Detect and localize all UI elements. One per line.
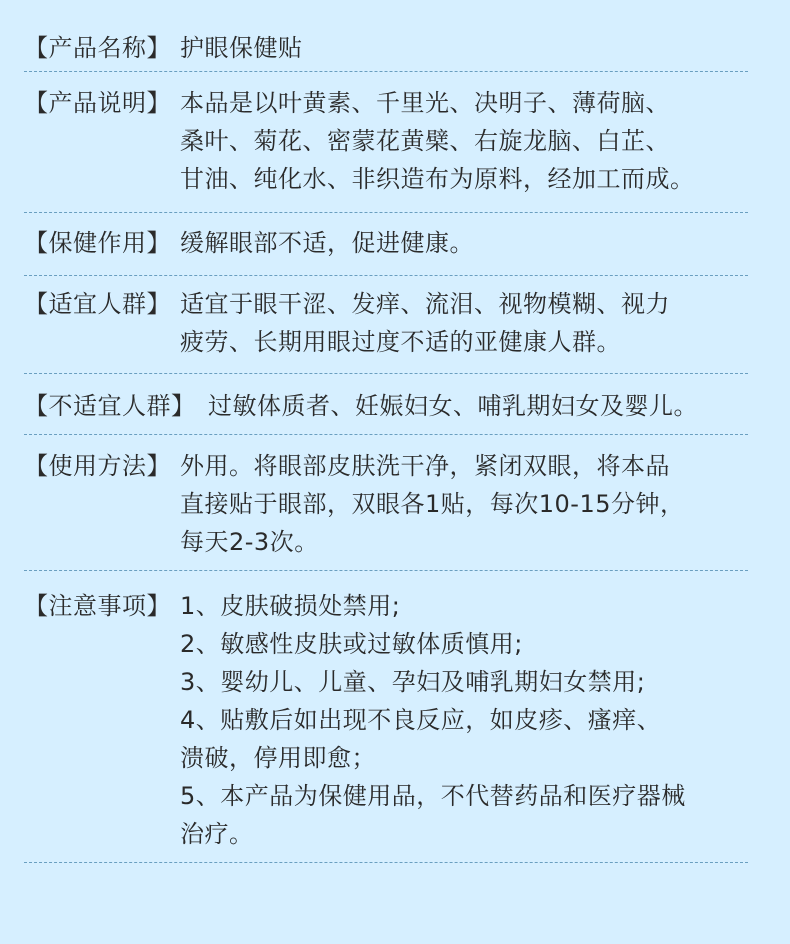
content-line: 4、贴敷后如出现不良反应，如皮疹、瘙痒、 (180, 706, 662, 734)
content-line: 1、皮肤破损处禁用; (180, 592, 401, 620)
content-line: 外用。将眼部皮肤洗干净，紧闭双眼，将本品 (180, 452, 670, 480)
divider (24, 212, 748, 213)
section-content (208, 387, 748, 425)
section-label: 【产品说明】 (24, 89, 171, 117)
section-label: 【保健作用】 (24, 229, 171, 257)
content-line: 溃破，停用即愈； (180, 744, 376, 772)
content-line: 治疗。 (180, 820, 254, 848)
content-line: 3、婴幼儿、儿童、孕妇及哺乳期妇女禁用; (180, 668, 646, 696)
content-line: 桑叶、菊花、密蒙花黄檗、右旋龙脑、白芷、 (180, 127, 670, 155)
content-line: 疲劳、长期用眼过度不适的亚健康人群。 (180, 328, 621, 356)
section-content (180, 447, 750, 561)
section-label: 【不适宜人群】 (24, 392, 196, 420)
content-line: 甘油、纯化水、非织造布为原料，经加工而成。 (180, 165, 695, 193)
section-label: 【产品名称】 (24, 34, 171, 62)
divider (24, 373, 748, 374)
section-content (180, 29, 750, 67)
section-content (180, 587, 750, 853)
content-line: 5、本产品为保健用品，不代替药品和医疗器械 (180, 782, 686, 810)
content-line: 2、敏感性皮肤或过敏体质慎用; (180, 630, 523, 658)
content-line: 每天2-3次。 (180, 528, 319, 556)
section-content (180, 285, 750, 361)
content-line: 直接贴于眼部，双眼各1贴，每次10-15分钟， (180, 490, 685, 518)
section-label: 【使用方法】 (24, 452, 171, 480)
content-line: 过敏体质者、妊娠妇女、哺乳期妇女及婴儿。 (208, 392, 698, 420)
divider (24, 71, 748, 72)
section-content (180, 224, 750, 262)
divider (24, 862, 748, 863)
content-line: 适宜于眼干涩、发痒、流泪、视物模糊、视力 (180, 290, 670, 318)
content-line: 缓解眼部不适，促进健康。 (180, 229, 474, 257)
content-line: 护眼保健贴 (180, 34, 303, 62)
divider (24, 570, 748, 571)
content-line: 本品是以叶黄素、千里光、决明子、薄荷脑、 (180, 89, 670, 117)
section-label: 【注意事项】 (24, 592, 171, 620)
section-content (180, 84, 750, 198)
divider (24, 275, 748, 276)
divider (24, 434, 748, 435)
section-label: 【适宜人群】 (24, 290, 171, 318)
